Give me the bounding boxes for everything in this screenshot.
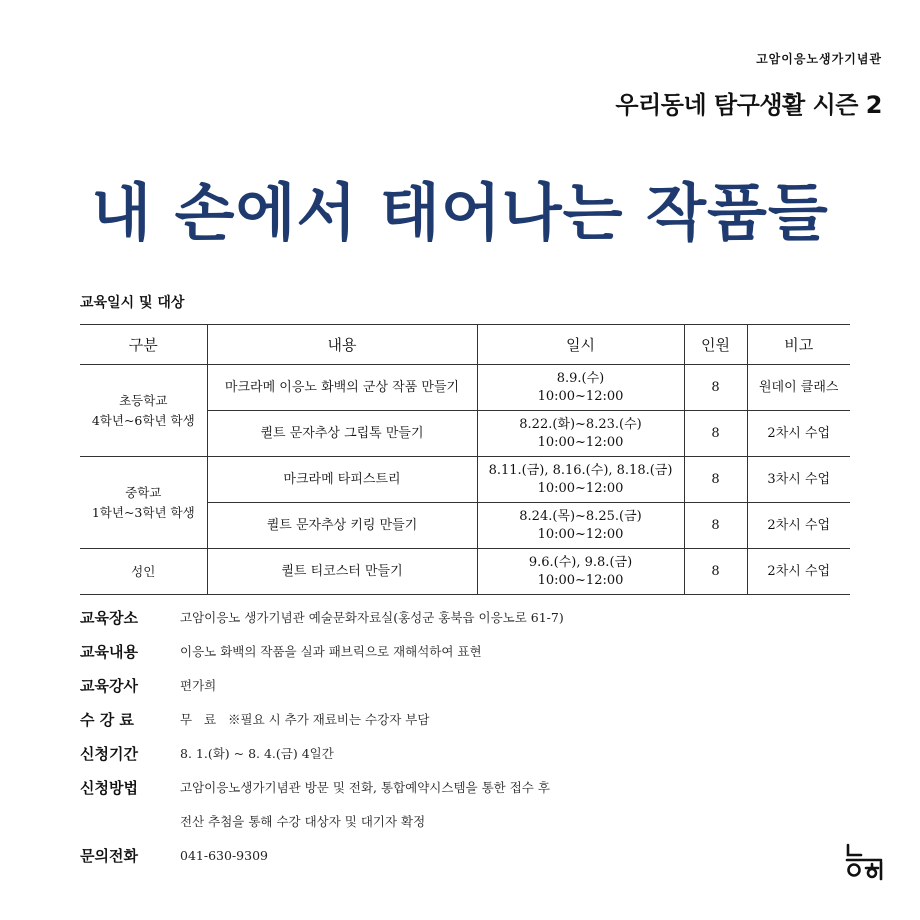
info-value: 이응노 화백의 작품을 실과 패브릭으로 재해석하여 표현 bbox=[180, 644, 482, 659]
row-date bbox=[477, 503, 684, 549]
info-instructor bbox=[80, 668, 860, 702]
info-value: 무 료 ※필요 시 추가 재료비는 수강자 부담 bbox=[180, 712, 430, 727]
info-period bbox=[80, 736, 860, 770]
header-people: 인원 bbox=[684, 325, 747, 365]
info-phone bbox=[80, 838, 860, 872]
time-line: 10:00~12:00 bbox=[537, 388, 624, 404]
info-value: 041-630-9309 bbox=[180, 847, 268, 863]
date-line: 8.9.(수) bbox=[556, 370, 605, 386]
info-method bbox=[80, 770, 860, 804]
header-content: 내용 bbox=[207, 325, 477, 365]
header-note: 비고 bbox=[747, 325, 850, 365]
row-note: 2차시 수업 bbox=[747, 503, 850, 549]
time-line: 10:00~12:00 bbox=[537, 434, 624, 450]
info-method-cont bbox=[80, 804, 860, 838]
group-label-line: 초등학교 bbox=[119, 392, 168, 408]
row-content: 퀼트 문자추상 그립톡 만들기 bbox=[207, 411, 477, 457]
row-note: 3차시 수업 bbox=[747, 457, 850, 503]
row-content: 마크라메 이응노 화백의 군상 작품 만들기 bbox=[207, 365, 477, 411]
table-header-row bbox=[80, 325, 850, 365]
info-list bbox=[80, 600, 860, 872]
info-location bbox=[80, 600, 860, 634]
info-label: 신청기간 bbox=[80, 744, 138, 763]
org-name: 고암이응노생가기념관 bbox=[756, 52, 882, 66]
info-value: 편가희 bbox=[180, 678, 217, 693]
group-label-line: 중학교 bbox=[125, 484, 162, 500]
table-row bbox=[80, 365, 850, 411]
main-title: 내 손에서 태어나는 작품들 bbox=[91, 176, 829, 249]
row-date bbox=[477, 411, 684, 457]
row-people: 8 bbox=[684, 503, 747, 549]
table-row bbox=[80, 549, 850, 595]
info-fee bbox=[80, 702, 860, 736]
row-people: 8 bbox=[684, 365, 747, 411]
row-date bbox=[477, 549, 684, 595]
info-value: 고암이응노생가기념관 방문 및 전화, 통합예약시스템을 통한 접수 후 bbox=[180, 780, 550, 795]
info-label: 교육강사 bbox=[80, 676, 138, 695]
row-note: 원데이 클래스 bbox=[747, 365, 850, 411]
info-value: 8. 1.(화) ~ 8. 4.(금) 4일간 bbox=[180, 746, 334, 761]
date-line: 9.6.(수), 9.8.(금) bbox=[528, 554, 633, 570]
info-label: 수 강 료 bbox=[80, 710, 134, 729]
info-value: 고암이응노 생가기념관 예술문화자료실(홍성군 홍북읍 이응노로 61-7) bbox=[180, 610, 564, 625]
row-date bbox=[477, 365, 684, 411]
date-line: 8.22.(화)~8.23.(수) bbox=[519, 416, 642, 432]
info-label: 신청방법 bbox=[80, 778, 138, 797]
group-elementary bbox=[80, 365, 207, 457]
table-row bbox=[80, 457, 850, 503]
series-title: 우리동네 탐구생활 시즌 2 bbox=[615, 91, 882, 119]
row-people: 8 bbox=[684, 457, 747, 503]
header-date: 일시 bbox=[477, 325, 684, 365]
header-category: 구분 bbox=[80, 325, 207, 365]
row-people: 8 bbox=[684, 411, 747, 457]
group-label-line: 1학년~3학년 학생 bbox=[91, 504, 195, 520]
ungno-logo-icon bbox=[844, 842, 884, 882]
group-middle bbox=[80, 457, 207, 549]
row-content: 마크라메 타피스트리 bbox=[207, 457, 477, 503]
row-content: 퀼트 티코스터 만들기 bbox=[207, 549, 477, 595]
row-note: 2차시 수업 bbox=[747, 549, 850, 595]
date-line: 8.11.(금), 8.16.(수), 8.18.(금) bbox=[488, 462, 673, 478]
row-note: 2차시 수업 bbox=[747, 411, 850, 457]
info-label: 교육장소 bbox=[80, 608, 138, 627]
time-line: 10:00~12:00 bbox=[537, 526, 624, 542]
group-label-line: 성인 bbox=[131, 563, 156, 579]
time-line: 10:00~12:00 bbox=[537, 572, 624, 588]
row-content: 퀼트 문자추상 키링 만들기 bbox=[207, 503, 477, 549]
info-content bbox=[80, 634, 860, 668]
group-adult bbox=[80, 549, 207, 595]
group-label-line: 4학년~6학년 학생 bbox=[91, 412, 195, 428]
row-date bbox=[477, 457, 684, 503]
time-line: 10:00~12:00 bbox=[537, 480, 624, 496]
info-label: 교육내용 bbox=[80, 642, 138, 661]
schedule-table bbox=[80, 324, 850, 595]
section-title: 교육일시 및 대상 bbox=[80, 295, 185, 311]
info-value: 전산 추첨을 통해 수강 대상자 및 대기자 확정 bbox=[180, 814, 426, 829]
date-line: 8.24.(목)~8.25.(금) bbox=[519, 508, 642, 524]
row-people: 8 bbox=[684, 549, 747, 595]
info-label: 문의전화 bbox=[80, 846, 138, 865]
